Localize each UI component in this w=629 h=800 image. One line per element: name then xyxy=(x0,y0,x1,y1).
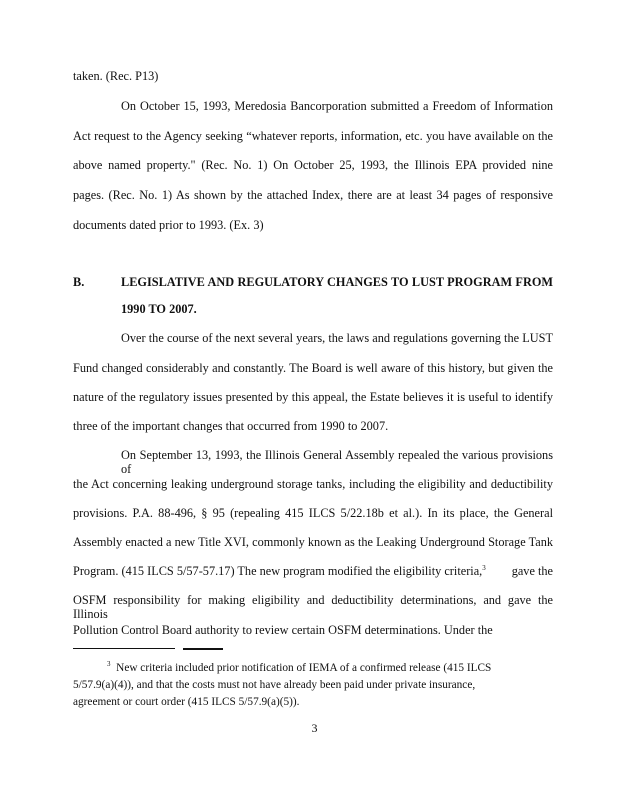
section-letter: B. xyxy=(73,275,85,289)
text-span: Program. (415 ILCS 5/57-57.17) The new program modified the eligibility criteria, xyxy=(73,564,483,578)
footnote-line: agreement or court order (415 ILCS 5/57.9(a)(5)). xyxy=(73,696,300,708)
text-line xyxy=(73,564,553,578)
footnote-divider-mark xyxy=(183,648,223,650)
footnote-number: 3 xyxy=(107,660,111,668)
text-span: New criteria included prior notification of IEMA of a confirmed release (415 ILCS xyxy=(116,662,492,674)
text-span xyxy=(73,564,486,578)
footnote-divider xyxy=(73,648,175,649)
text-line: nature of the regulatory issues presented by this appeal, the Estate believes it is useful to identify xyxy=(73,390,553,404)
text-line: OSFM responsibility for making eligibility and deductibility determinations, and gave the Illinois xyxy=(73,593,553,621)
text-line: documents dated prior to 1993. (Ex. 3) xyxy=(73,218,264,232)
footnote-ref[interactable]: 3 xyxy=(482,564,486,572)
text-line: above named property." (Rec. No. 1) On October 25, 1993, the Illinois EPA provided nine xyxy=(73,158,553,172)
footnote-line: 5/57.9(a)(4)), and that the costs must not have already been paid under private insurance, xyxy=(73,679,476,691)
text-line: Fund changed considerably and constantly. The Board is well aware of this history, but given the xyxy=(73,361,553,375)
text-line: Assembly enacted a new Title XVI, commonly known as the Leaking Underground Storage Tank xyxy=(73,535,553,549)
text-line: pages. (Rec. No. 1) As shown by the attached Index, there are at least 34 pages of responsive xyxy=(73,188,553,202)
text-line: three of the important changes that occurred from 1990 to 2007. xyxy=(73,419,389,433)
text-line: On October 15, 1993, Meredosia Bancorporation submitted a Freedom of Information xyxy=(121,99,553,113)
text-line: the Act concerning leaking underground storage tanks, including the eligibility and deductibility xyxy=(73,477,553,491)
page-number: 3 xyxy=(311,721,318,735)
text-line: provisions. P.A. 88-496, § 95 (repealing 415 ILCS 5/22.18b et al.). In its place, the General xyxy=(73,506,553,520)
section-heading: LEGISLATIVE AND REGULATORY CHANGES TO LUST PROGRAM FROM xyxy=(121,275,553,289)
text-line: Over the course of the next several years, the laws and regulations governing the LUST xyxy=(121,331,553,345)
footnote-line xyxy=(107,662,553,675)
text-line: On September 13, 1993, the Illinois General Assembly repealed the various provisions of xyxy=(121,448,553,476)
text-span: gave the xyxy=(511,564,553,578)
text-line: Pollution Control Board authority to review certain OSFM determinations. Under the xyxy=(73,623,493,637)
section-heading-cont: 1990 TO 2007. xyxy=(121,302,197,316)
text-line: taken. (Rec. P13) xyxy=(73,69,159,83)
text-line: Act request to the Agency seeking “whatever reports, information, etc. you have available on the xyxy=(73,129,553,143)
